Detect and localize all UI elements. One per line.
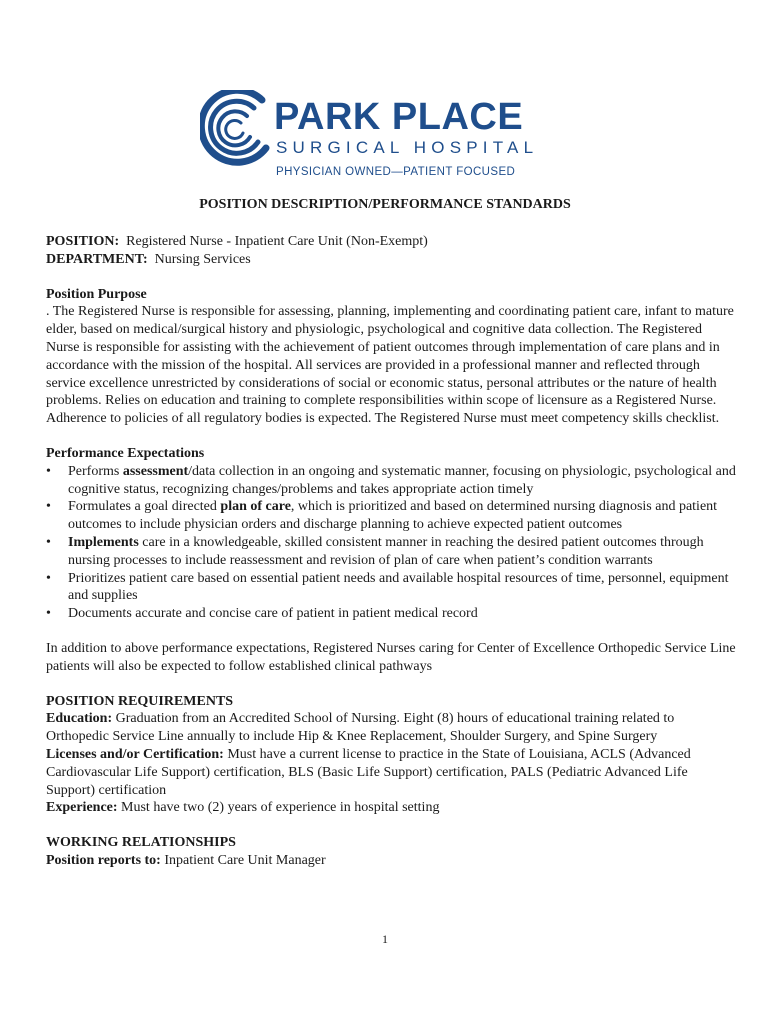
department-value: Nursing Services xyxy=(154,251,251,267)
requirements-heading: POSITION REQUIREMENTS xyxy=(46,693,234,709)
logo-tagline: PHYSICIAN OWNED—PATIENT FOCUSED xyxy=(276,166,516,178)
experience-line: Experience: Must have two (2) years of experience in hospital setting xyxy=(46,800,440,816)
department-line xyxy=(46,251,736,269)
page-number: 1 xyxy=(382,932,388,946)
list-item: • Implements care in a knowledgeable, skilled consistent manner in reaching the desired patient outcomes through nursing processes to include reassessment and revision of plan of care when patient’s condition warrants xyxy=(46,534,736,570)
position-label: POSITION: xyxy=(46,234,120,249)
document-title: POSITION DESCRIPTION/PERFORMANCE STANDARDS xyxy=(199,197,571,212)
department-label: DEPARTMENT: xyxy=(46,251,148,267)
licenses-line: Licenses and/or Certification: Must have a current license to practice in the State of Louisiana, ACLS (Advanced Cardiovascular Life Support) certification, BLS (Basic Life Support) certification, PALS (Pediatric Advanced Life Support) certification xyxy=(46,746,691,798)
hospital-logo xyxy=(200,90,580,182)
relationships-heading: WORKING RELATIONSHIPS xyxy=(46,835,236,851)
logo-name: PARK PLACE xyxy=(274,96,524,138)
purpose-heading: Position Purpose xyxy=(46,286,147,302)
education-line: Education: Graduation from an Accredited School of Nursing. Eight (8) hours of educational training related to Orthopedic Service Line annually to include Hip & Knee Replacement, Shoulder Surgery, and Spine Surgery xyxy=(46,711,675,745)
orthopedic-note: In addition to above performance expectations, Registered Nurses caring for Center of Excellence Orthopedic Service Line patients will also be expected to follow established clinical pathways xyxy=(46,640,736,674)
position-line xyxy=(46,233,736,251)
reports-to-line: Position reports to: Inpatient Care Unit Manager xyxy=(46,852,326,868)
swirl-logo-icon xyxy=(200,90,272,170)
expectations-list xyxy=(46,463,736,623)
list-item: • Formulates a goal directed plan of care, which is prioritized and based on determined nursing diagnosis and patient outcomes to include physician orders and discharge planning to achieve expected patient outcomes xyxy=(46,498,736,534)
position-value: Registered Nurse - Inpatient Care Unit (Non-Exempt) xyxy=(126,234,428,249)
list-item: • Performs assessment/data collection in an ongoing and systematic manner, focusing on physiologic, psychological and cognitive status, recognizing changes/problems and takes appropriate action timely xyxy=(46,463,736,499)
document-body xyxy=(46,233,736,870)
list-item: • Documents accurate and concise care of patient in patient medical record xyxy=(46,605,736,623)
list-item: • Prioritizes patient care based on essential patient needs and available hospital resources of time, personnel, equipment and supplies xyxy=(46,570,736,606)
expectations-heading: Performance Expectations xyxy=(46,445,205,461)
purpose-text: . The Registered Nurse is responsible for assessing, planning, implementing and coordinating patient care, infant to mature elder, based on medical/surgical history and physiologic, psychological and cognitive data collection. The Registered Nurse is responsible for assisting with the achievement of patient outcomes through implementation of care plans and in accordance with the mission of the hospital. All services are provided in a professional manner and reflected through service excellence unrestricted by considerations of social or economic status, personal attributes or the nature of health problems. Relies on education and training to complete responsibilities within scope of licensure as a Registered Nurse. Adherence to policies of all regulatory bodies is expected. The Registered Nurse must meet competency skills checklist. xyxy=(46,304,734,427)
logo-subtitle: SURGICAL HOSPITAL xyxy=(276,138,539,157)
